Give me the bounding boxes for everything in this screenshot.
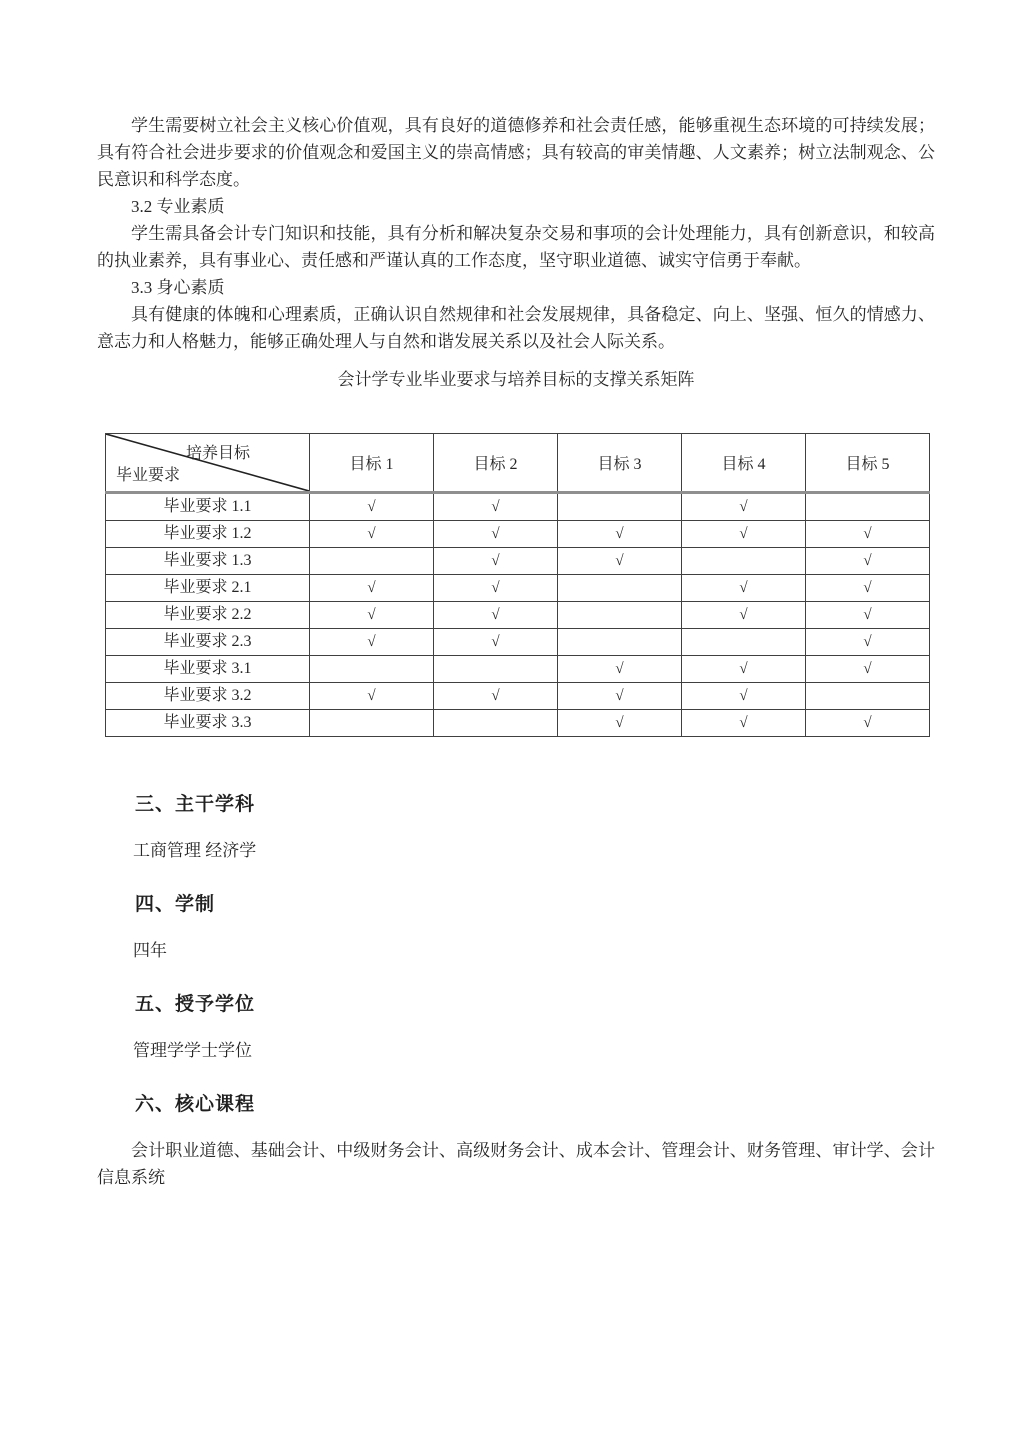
paragraph-physical-quality: 具有健康的体魄和心理素质，正确认识自然规律和社会发展规律，具备稳定、向上、坚强、恒久的情感力、意志力和人格魅力，能够正确处理人与自然和谐发展关系以及社会人际关系。 (97, 305, 935, 351)
corner-header-cell (106, 434, 310, 493)
empty-cell (682, 629, 806, 656)
section-body-core-courses: 会计职业道德、基础会计、中级财务会计、高级财务会计、成本会计、管理会计、财务管理、审计学、会计信息系统 (97, 1141, 935, 1187)
column-header-goal-4: 目标 4 (682, 434, 806, 493)
check-mark-cell: √ (682, 683, 806, 710)
check-mark-cell: √ (806, 629, 930, 656)
empty-cell (806, 683, 930, 710)
check-mark-cell: √ (558, 656, 682, 683)
empty-cell (310, 548, 434, 575)
section-main-disciplines (97, 789, 935, 864)
empty-cell (558, 602, 682, 629)
row-label: 毕业要求 1.1 (106, 493, 310, 521)
check-mark-cell: √ (434, 548, 558, 575)
row-label: 毕业要求 3.3 (106, 710, 310, 737)
check-mark-cell: √ (434, 575, 558, 602)
matrix-table-title: 会计学专业毕业要求与培养目标的支撑关系矩阵 (337, 370, 695, 389)
section-body-main-disciplines: 工商管理 经济学 (133, 841, 257, 860)
table-row (106, 683, 930, 710)
empty-cell (558, 575, 682, 602)
check-mark-cell: √ (806, 656, 930, 683)
check-mark-cell: √ (682, 602, 806, 629)
check-mark-cell: √ (434, 683, 558, 710)
empty-cell (434, 656, 558, 683)
table-row (106, 548, 930, 575)
table-row (106, 629, 930, 656)
check-mark-cell: √ (682, 656, 806, 683)
section-body-degree: 管理学学士学位 (133, 1041, 252, 1060)
column-header-goal-3: 目标 3 (558, 434, 682, 493)
support-matrix-table (105, 433, 930, 737)
row-label: 毕业要求 2.3 (106, 629, 310, 656)
section-heading-duration: 四、学制 (135, 894, 216, 915)
empty-cell (310, 656, 434, 683)
table-row (106, 493, 930, 521)
table-row (106, 656, 930, 683)
check-mark-cell: √ (682, 521, 806, 548)
row-label: 毕业要求 2.1 (106, 575, 310, 602)
check-mark-cell: √ (434, 602, 558, 629)
column-header-goal-5: 目标 5 (806, 434, 930, 493)
check-mark-cell: √ (682, 493, 806, 521)
section-heading-core-courses: 六、核心课程 (135, 1094, 256, 1115)
empty-cell (682, 548, 806, 575)
table-row (106, 521, 930, 548)
section-core-courses (97, 1089, 935, 1191)
empty-cell (434, 710, 558, 737)
table-row (106, 602, 930, 629)
document-sections (97, 789, 935, 1191)
check-mark-cell: √ (310, 683, 434, 710)
check-mark-cell: √ (558, 710, 682, 737)
paragraph-ideology-quality: 学生需要树立社会主义核心价值观，具有良好的道德修养和社会责任感，能够重视生态环境的可持续发展；具有符合社会进步要求的价值观念和爱国主义的崇高情感；具有较高的审美情趣、人文素养；树立法制观念、公民意识和科学态度。 (97, 116, 935, 189)
check-mark-cell: √ (310, 521, 434, 548)
check-mark-cell: √ (806, 521, 930, 548)
document-content (97, 112, 935, 1191)
subsection-heading-3-3: 3.3 身心素质 (131, 278, 225, 297)
check-mark-cell: √ (806, 602, 930, 629)
empty-cell (310, 710, 434, 737)
table-row (106, 575, 930, 602)
section-heading-main-disciplines: 三、主干学科 (135, 794, 256, 815)
row-label: 毕业要求 3.1 (106, 656, 310, 683)
corner-label-goals: 培养目标 (186, 445, 251, 462)
column-header-goal-2: 目标 2 (434, 434, 558, 493)
check-mark-cell: √ (806, 548, 930, 575)
row-label: 毕业要求 1.2 (106, 521, 310, 548)
row-label: 毕业要求 2.2 (106, 602, 310, 629)
check-mark-cell: √ (806, 575, 930, 602)
subsection-heading-3-2: 3.2 专业素质 (131, 197, 225, 216)
check-mark-cell: √ (806, 710, 930, 737)
check-mark-cell: √ (682, 575, 806, 602)
section-degree (97, 989, 935, 1064)
column-header-goal-1: 目标 1 (310, 434, 434, 493)
check-mark-cell: √ (434, 493, 558, 521)
section-heading-degree: 五、授予学位 (135, 994, 256, 1015)
check-mark-cell: √ (434, 521, 558, 548)
row-label: 毕业要求 1.3 (106, 548, 310, 575)
section-body-duration: 四年 (133, 941, 167, 960)
corner-label-requirements: 毕业要求 (116, 467, 181, 484)
check-mark-cell: √ (310, 602, 434, 629)
check-mark-cell: √ (434, 629, 558, 656)
table-row (106, 710, 930, 737)
check-mark-cell: √ (310, 493, 434, 521)
check-mark-cell: √ (682, 710, 806, 737)
check-mark-cell: √ (310, 629, 434, 656)
empty-cell (558, 493, 682, 521)
check-mark-cell: √ (310, 575, 434, 602)
row-label: 毕业要求 3.2 (106, 683, 310, 710)
check-mark-cell: √ (558, 548, 682, 575)
empty-cell (806, 493, 930, 521)
check-mark-cell: √ (558, 683, 682, 710)
paragraph-professional-quality: 学生需具备会计专门知识和技能，具有分析和解决复杂交易和事项的会计处理能力，具有创新意识，和较高的执业素养，具有事业心、责任感和严谨认真的工作态度，坚守职业道德、诚实守信勇于奉献。 (97, 224, 935, 270)
section-duration (97, 889, 935, 964)
check-mark-cell: √ (558, 521, 682, 548)
empty-cell (558, 629, 682, 656)
table-header-row (106, 434, 930, 493)
